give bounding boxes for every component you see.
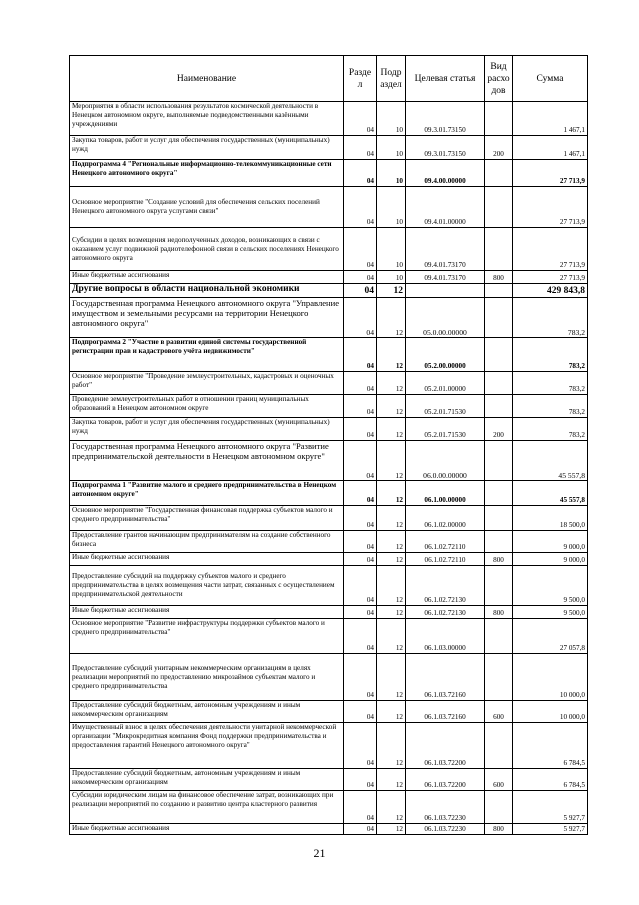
row-subsection: 10 xyxy=(377,102,406,136)
row-subsection: 12 xyxy=(377,418,406,441)
row-amount: 5 927,7 xyxy=(513,791,588,824)
row-amount: 1 467,1 xyxy=(513,136,588,160)
row-expense-type xyxy=(485,228,513,271)
row-expense-type xyxy=(485,441,513,481)
table-row xyxy=(70,271,588,284)
row-amount: 1 467,1 xyxy=(513,102,588,136)
row-name: Подпрограмма 2 "Участие в развитии единой системы государственной регистрации прав и кадастрового учёта недвижимости" xyxy=(70,338,344,372)
row-name: Иные бюджетные ассигнования xyxy=(70,606,344,619)
row-target: 09.4.01.73170 xyxy=(406,228,485,271)
row-section: 04 xyxy=(344,187,377,228)
row-expense-type: 600 xyxy=(485,701,513,723)
table-row xyxy=(70,187,588,228)
row-subsection: 12 xyxy=(377,619,406,654)
table-row xyxy=(70,481,588,506)
row-section: 04 xyxy=(344,553,377,566)
row-target: 06.1.02.72110 xyxy=(406,531,485,553)
row-name: Иные бюджетные ассигнования xyxy=(70,824,344,835)
row-subsection: 12 xyxy=(377,338,406,372)
row-expense-type xyxy=(485,791,513,824)
row-target: 06.1.03.72200 xyxy=(406,723,485,769)
row-section: 04 xyxy=(344,372,377,395)
row-name: Другие вопросы в области национальной экономики xyxy=(70,284,344,298)
row-section: 04 xyxy=(344,284,377,298)
row-section: 04 xyxy=(344,160,377,187)
row-expense-type: 200 xyxy=(485,418,513,441)
row-name: Субсидии в целях возмещения недополученных доходов, возникающих в связи с оказанием услуг подвижной радиотелефонной связи в сельских поселениях Ненецкого автономного округа xyxy=(70,228,344,271)
row-target: 06.1.03.72160 xyxy=(406,701,485,723)
row-name: Предоставление субсидий на поддержку субъектов малого и среднего предпринимательства в целях возмещения части затрат, связанных с осуществлением предпринимательской деятельности xyxy=(70,566,344,606)
table-row xyxy=(70,769,588,791)
table-row xyxy=(70,102,588,136)
row-expense-type xyxy=(485,395,513,418)
row-name: Предоставление субсидий бюджетным, автономным учреждениям и иным некоммерческим организациям xyxy=(70,769,344,791)
row-expense-type: 800 xyxy=(485,271,513,284)
row-subsection: 12 xyxy=(377,654,406,701)
row-section: 04 xyxy=(344,619,377,654)
row-section: 04 xyxy=(344,531,377,553)
row-name: Предоставление грантов начинающим предпринимателям на создание собственного бизнеса xyxy=(70,531,344,553)
row-subsection: 12 xyxy=(377,506,406,531)
row-section: 04 xyxy=(344,566,377,606)
row-section: 04 xyxy=(344,228,377,271)
row-subsection: 12 xyxy=(377,284,406,298)
row-target: 05.2.01.71530 xyxy=(406,418,485,441)
row-section: 04 xyxy=(344,102,377,136)
row-name: Основное мероприятие "Развитие инфраструктуры поддержки субъектов малого и среднего предпринимательства" xyxy=(70,619,344,654)
row-expense-type: 800 xyxy=(485,824,513,835)
header-row xyxy=(70,56,588,102)
row-target: 06.1.02.72110 xyxy=(406,553,485,566)
row-amount: 6 784,5 xyxy=(513,723,588,769)
row-expense-type xyxy=(485,531,513,553)
row-name: Подпрограмма 4 "Региональные информационно-телекоммуникационные сети Ненецкого автономного округа" xyxy=(70,160,344,187)
row-expense-type xyxy=(485,481,513,506)
row-expense-type: 600 xyxy=(485,769,513,791)
header-expense-type: Вид расхо дов xyxy=(485,56,513,102)
table-row xyxy=(70,654,588,701)
header-amount: Сумма xyxy=(513,56,588,102)
row-target xyxy=(406,284,485,298)
row-target: 06.0.00.00000 xyxy=(406,441,485,481)
row-target: 09.4.00.00000 xyxy=(406,160,485,187)
row-section: 04 xyxy=(344,701,377,723)
row-subsection: 12 xyxy=(377,441,406,481)
row-expense-type xyxy=(485,187,513,228)
row-name: Государственная программа Ненецкого автономного округа "Управление имуществом и земельными ресурсами на территории Ненецкого автономного округа" xyxy=(70,298,344,338)
row-target: 05.2.01.00000 xyxy=(406,372,485,395)
row-expense-type xyxy=(485,102,513,136)
table-row xyxy=(70,338,588,372)
row-subsection: 12 xyxy=(377,531,406,553)
table-row xyxy=(70,553,588,566)
table-row xyxy=(70,824,588,835)
row-amount: 6 784,5 xyxy=(513,769,588,791)
row-expense-type xyxy=(485,338,513,372)
row-target: 09.4.01.73170 xyxy=(406,271,485,284)
row-subsection: 12 xyxy=(377,606,406,619)
row-expense-type xyxy=(485,372,513,395)
row-amount: 9 000,0 xyxy=(513,553,588,566)
row-amount: 9 500,0 xyxy=(513,606,588,619)
row-section: 04 xyxy=(344,271,377,284)
table-row xyxy=(70,701,588,723)
row-expense-type: 800 xyxy=(485,553,513,566)
row-target: 06.1.02.72130 xyxy=(406,606,485,619)
row-subsection: 12 xyxy=(377,395,406,418)
row-section: 04 xyxy=(344,418,377,441)
row-name: Основное мероприятие "Создание условий для обеспечения сельских поселений Ненецкого автономного округа услугами связи" xyxy=(70,187,344,228)
row-amount: 783,2 xyxy=(513,418,588,441)
row-target: 06.1.03.72230 xyxy=(406,791,485,824)
row-section: 04 xyxy=(344,791,377,824)
row-section: 04 xyxy=(344,654,377,701)
row-target: 06.1.03.00000 xyxy=(406,619,485,654)
header-target: Целевая статья xyxy=(406,56,485,102)
table-row xyxy=(70,418,588,441)
row-target: 09.3.01.73150 xyxy=(406,136,485,160)
table-row xyxy=(70,566,588,606)
row-amount: 10 000,0 xyxy=(513,701,588,723)
row-name: Основное мероприятие "Проведение землеустроительных, кадастровых и оценочных работ" xyxy=(70,372,344,395)
row-name: Основное мероприятие "Государственная финансовая поддержка субъектов малого и среднего предпринимательства" xyxy=(70,506,344,531)
table-row xyxy=(70,395,588,418)
table-row xyxy=(70,372,588,395)
row-amount: 783,2 xyxy=(513,372,588,395)
row-section: 04 xyxy=(344,506,377,531)
row-subsection: 12 xyxy=(377,298,406,338)
row-name: Проведение землеустроительных работ в отношении границ муниципальных образований в Ненецком автономном округе xyxy=(70,395,344,418)
row-expense-type xyxy=(485,160,513,187)
row-amount: 45 557,8 xyxy=(513,441,588,481)
row-name: Закупка товаров, работ и услуг для обеспечения государственных (муниципальных) нужд xyxy=(70,136,344,160)
row-amount: 783,2 xyxy=(513,338,588,372)
row-amount: 783,2 xyxy=(513,395,588,418)
row-amount: 18 500,0 xyxy=(513,506,588,531)
row-section: 04 xyxy=(344,824,377,835)
row-expense-type xyxy=(485,298,513,338)
row-amount: 429 843,8 xyxy=(513,284,588,298)
row-name: Иные бюджетные ассигнования xyxy=(70,553,344,566)
table-row xyxy=(70,441,588,481)
row-amount: 9 500,0 xyxy=(513,566,588,606)
row-amount: 27 713,9 xyxy=(513,271,588,284)
row-amount: 27 057,8 xyxy=(513,619,588,654)
row-target: 06.1.03.72200 xyxy=(406,769,485,791)
row-subsection: 12 xyxy=(377,566,406,606)
table-row xyxy=(70,619,588,654)
header-section: Разде л xyxy=(344,56,377,102)
row-amount: 10 000,0 xyxy=(513,654,588,701)
row-amount: 9 000,0 xyxy=(513,531,588,553)
row-expense-type: 200 xyxy=(485,136,513,160)
row-subsection: 10 xyxy=(377,160,406,187)
row-section: 04 xyxy=(344,769,377,791)
row-amount: 27 713,9 xyxy=(513,187,588,228)
row-expense-type xyxy=(485,654,513,701)
row-name: Закупка товаров, работ и услуг для обеспечения государственных (муниципальных) нужд xyxy=(70,418,344,441)
row-target: 06.1.02.00000 xyxy=(406,506,485,531)
row-target: 09.3.01.73150 xyxy=(406,102,485,136)
row-section: 04 xyxy=(344,136,377,160)
table-row xyxy=(70,791,588,824)
row-name: Субсидии юридическим лицам на финансовое обеспечение затрат, возникающих при реализации мероприятий по созданию и развитию центра кластерного развития xyxy=(70,791,344,824)
table-row xyxy=(70,136,588,160)
row-subsection: 12 xyxy=(377,701,406,723)
table-row xyxy=(70,160,588,187)
row-subsection: 12 xyxy=(377,372,406,395)
row-target: 05.2.01.71530 xyxy=(406,395,485,418)
table-row xyxy=(70,606,588,619)
row-subsection: 12 xyxy=(377,769,406,791)
row-section: 04 xyxy=(344,298,377,338)
row-subsection: 10 xyxy=(377,271,406,284)
row-name: Предоставление субсидий унитарным некоммерческим организациям в целях реализации мероприятий по предоставлению микрозаймов субъектам малого и среднего предпринимательства xyxy=(70,654,344,701)
table-row xyxy=(70,228,588,271)
table-row xyxy=(70,506,588,531)
row-expense-type xyxy=(485,566,513,606)
header-name: Наименование xyxy=(70,56,344,102)
row-subsection: 12 xyxy=(377,723,406,769)
row-name: Подпрограмма 1 "Развитие малого и среднего предпринимательства в Ненецком автономном округе" xyxy=(70,481,344,506)
table-row xyxy=(70,531,588,553)
page-number: 21 xyxy=(313,846,326,860)
row-subsection: 12 xyxy=(377,824,406,835)
table-row xyxy=(70,284,588,298)
header-subsection: Подр аздел xyxy=(377,56,406,102)
row-amount: 27 713,9 xyxy=(513,160,588,187)
row-name: Иные бюджетные ассигнования xyxy=(70,271,344,284)
row-amount: 27 713,9 xyxy=(513,228,588,271)
row-subsection: 10 xyxy=(377,136,406,160)
row-expense-type xyxy=(485,284,513,298)
row-subsection: 12 xyxy=(377,791,406,824)
row-target: 05.2.00.00000 xyxy=(406,338,485,372)
row-section: 04 xyxy=(344,606,377,619)
row-subsection: 12 xyxy=(377,481,406,506)
budget-table xyxy=(69,55,588,835)
row-amount: 45 557,8 xyxy=(513,481,588,506)
row-target: 06.1.00.00000 xyxy=(406,481,485,506)
row-target: 06.1.03.72160 xyxy=(406,654,485,701)
row-section: 04 xyxy=(344,481,377,506)
row-section: 04 xyxy=(344,395,377,418)
table-row xyxy=(70,298,588,338)
table-row xyxy=(70,723,588,769)
row-expense-type: 800 xyxy=(485,606,513,619)
row-target: 09.4.01.00000 xyxy=(406,187,485,228)
row-section: 04 xyxy=(344,441,377,481)
row-expense-type xyxy=(485,506,513,531)
row-name: Имущественный взнос в целях обеспечения деятельности унитарной некоммерческой организации "Микрокредитная компания Фонд поддержки предпринимательства и предоставления гарантий Ненецкого автономного округа" xyxy=(70,723,344,769)
row-amount: 5 927,7 xyxy=(513,824,588,835)
row-name: Предоставление субсидий бюджетным, автономным учреждениям и иным некоммерческим организациям xyxy=(70,701,344,723)
row-name: Государственная программа Ненецкого автономного округа "Развитие предпринимательской деятельности в Ненецком автономном округе" xyxy=(70,441,344,481)
row-expense-type xyxy=(485,619,513,654)
row-subsection: 10 xyxy=(377,187,406,228)
row-section: 04 xyxy=(344,338,377,372)
row-target: 06.1.03.72230 xyxy=(406,824,485,835)
row-subsection: 12 xyxy=(377,553,406,566)
row-target: 05.0.00.00000 xyxy=(406,298,485,338)
row-name: Мероприятия в области использования результатов космической деятельности в Ненецком автономном округе, выполняемые подведомственными казёнными учреждениями xyxy=(70,102,344,136)
row-section: 04 xyxy=(344,723,377,769)
row-expense-type xyxy=(485,723,513,769)
row-target: 06.1.02.72130 xyxy=(406,566,485,606)
row-subsection: 10 xyxy=(377,228,406,271)
row-amount: 783,2 xyxy=(513,298,588,338)
